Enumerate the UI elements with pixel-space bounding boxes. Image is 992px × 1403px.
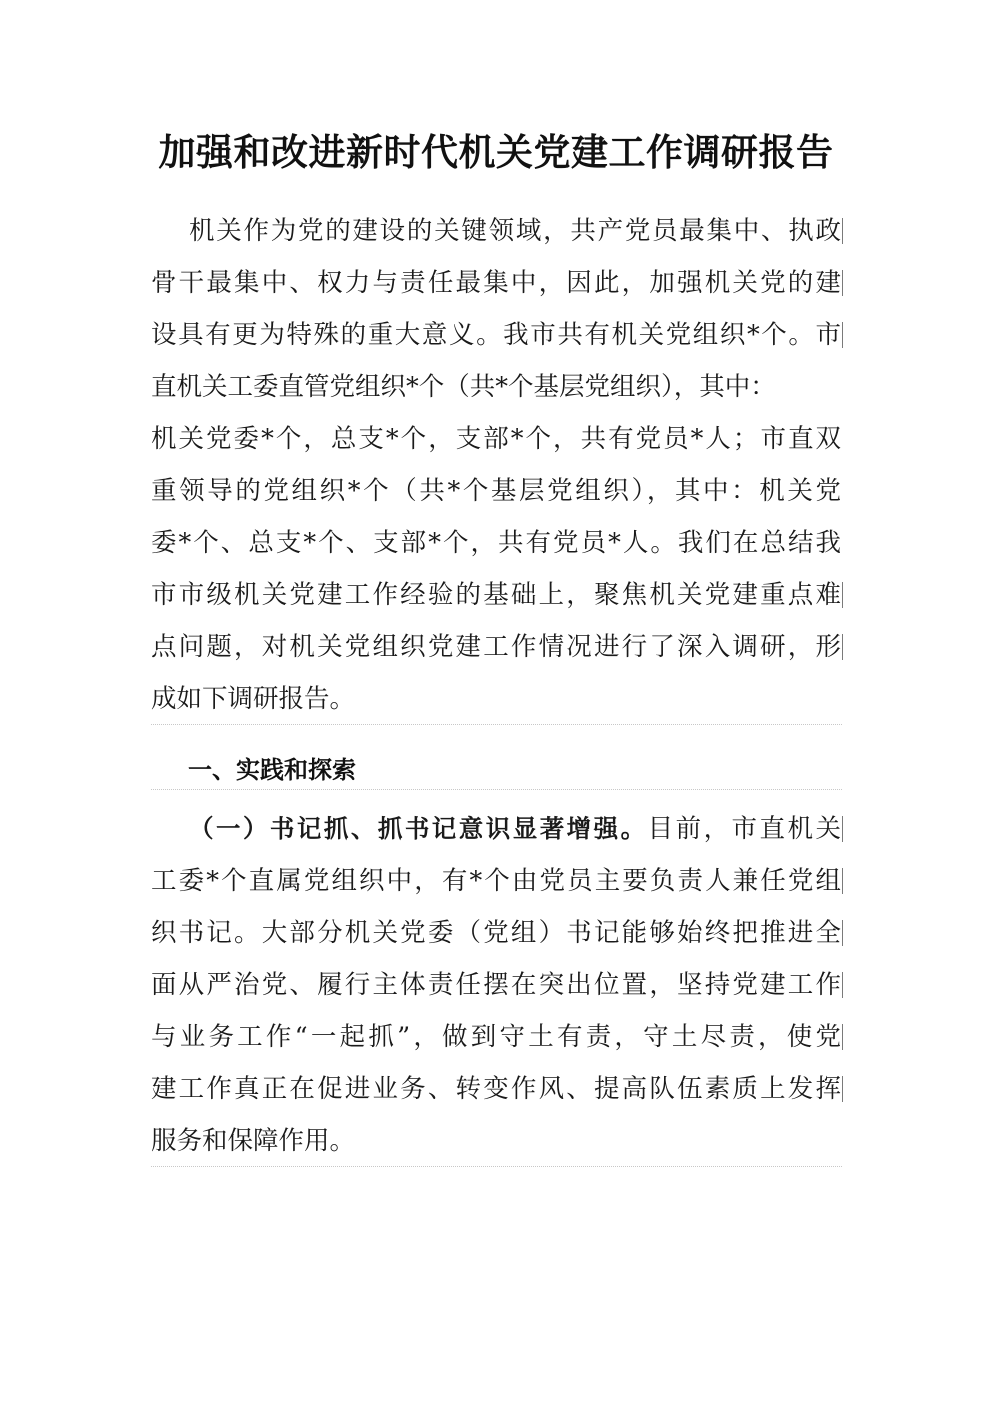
margin-mark <box>842 1076 843 1102</box>
paragraph-line <box>151 803 841 855</box>
section-heading: 一、实践和探索 <box>188 756 356 784</box>
paragraph-line: 工委*个直属党组织中，有*个由党员主要负责人兼任党组 <box>151 866 841 896</box>
paragraph-line: 重领导的党组织*个（共*个基层党组织），其中：机关党 <box>151 476 841 506</box>
paragraph-line: 机关作为党的建设的关键领域，共产党员最集中、执政 <box>189 216 841 246</box>
margin-mark <box>842 868 843 894</box>
paragraph-divider <box>151 1166 842 1167</box>
paragraph-divider <box>151 724 842 725</box>
paragraph-line: 成如下调研报告。 <box>151 684 356 714</box>
paragraph-line: 市市级机关党建工作经验的基础上，聚焦机关党建重点难 <box>151 580 841 610</box>
margin-mark <box>842 270 843 296</box>
paragraph-line: 服务和保障作用。 <box>151 1126 356 1156</box>
subsection-lead: （一）书记抓、抓书记意识显著增强。 <box>189 814 648 843</box>
paragraph-line: 骨干最集中、权力与责任最集中，因此，加强机关党的建 <box>151 268 841 298</box>
paragraph-divider <box>151 789 842 790</box>
subsection-lead-rest: 目前，市直机关 <box>647 814 841 844</box>
margin-mark <box>842 582 843 608</box>
document-title: 加强和改进新时代机关党建工作调研报告 <box>158 131 834 174</box>
margin-mark <box>842 322 843 348</box>
paragraph-line: 建工作真正在促进业务、转变作风、提高队伍素质上发挥 <box>151 1074 841 1104</box>
paragraph-line: 织书记。大部分机关党委（党组）书记能够始终把推进全 <box>151 918 841 948</box>
margin-mark <box>842 218 843 244</box>
paragraph-line: 与业务工作“一起抓”，做到守土有责，守土尽责，使党 <box>151 1022 841 1052</box>
paragraph-subsection <box>151 803 841 1167</box>
paragraph-line: 委*个、总支*个、支部*个，共有党员*人。我们在总结我 <box>151 528 841 558</box>
margin-mark <box>842 1024 843 1050</box>
paragraph-line: 点问题，对机关党组织党建工作情况进行了深入调研，形 <box>151 632 841 662</box>
margin-mark <box>842 920 843 946</box>
margin-mark <box>842 972 843 998</box>
margin-mark <box>842 634 843 660</box>
paragraph-line: 机关党委*个，总支*个，支部*个，共有党员*人；市直双 <box>151 424 841 454</box>
paragraph-intro <box>151 205 841 725</box>
margin-mark <box>842 816 843 842</box>
paragraph-line: 直机关工委直管党组织*个（共*个基层党组织），其中： <box>151 372 776 402</box>
paragraph-line: 面从严治党、履行主体责任摆在突出位置，坚持党建工作 <box>151 970 841 1000</box>
paragraph-line: 设具有更为特殊的重大意义。我市共有机关党组织*个。市 <box>151 320 841 350</box>
